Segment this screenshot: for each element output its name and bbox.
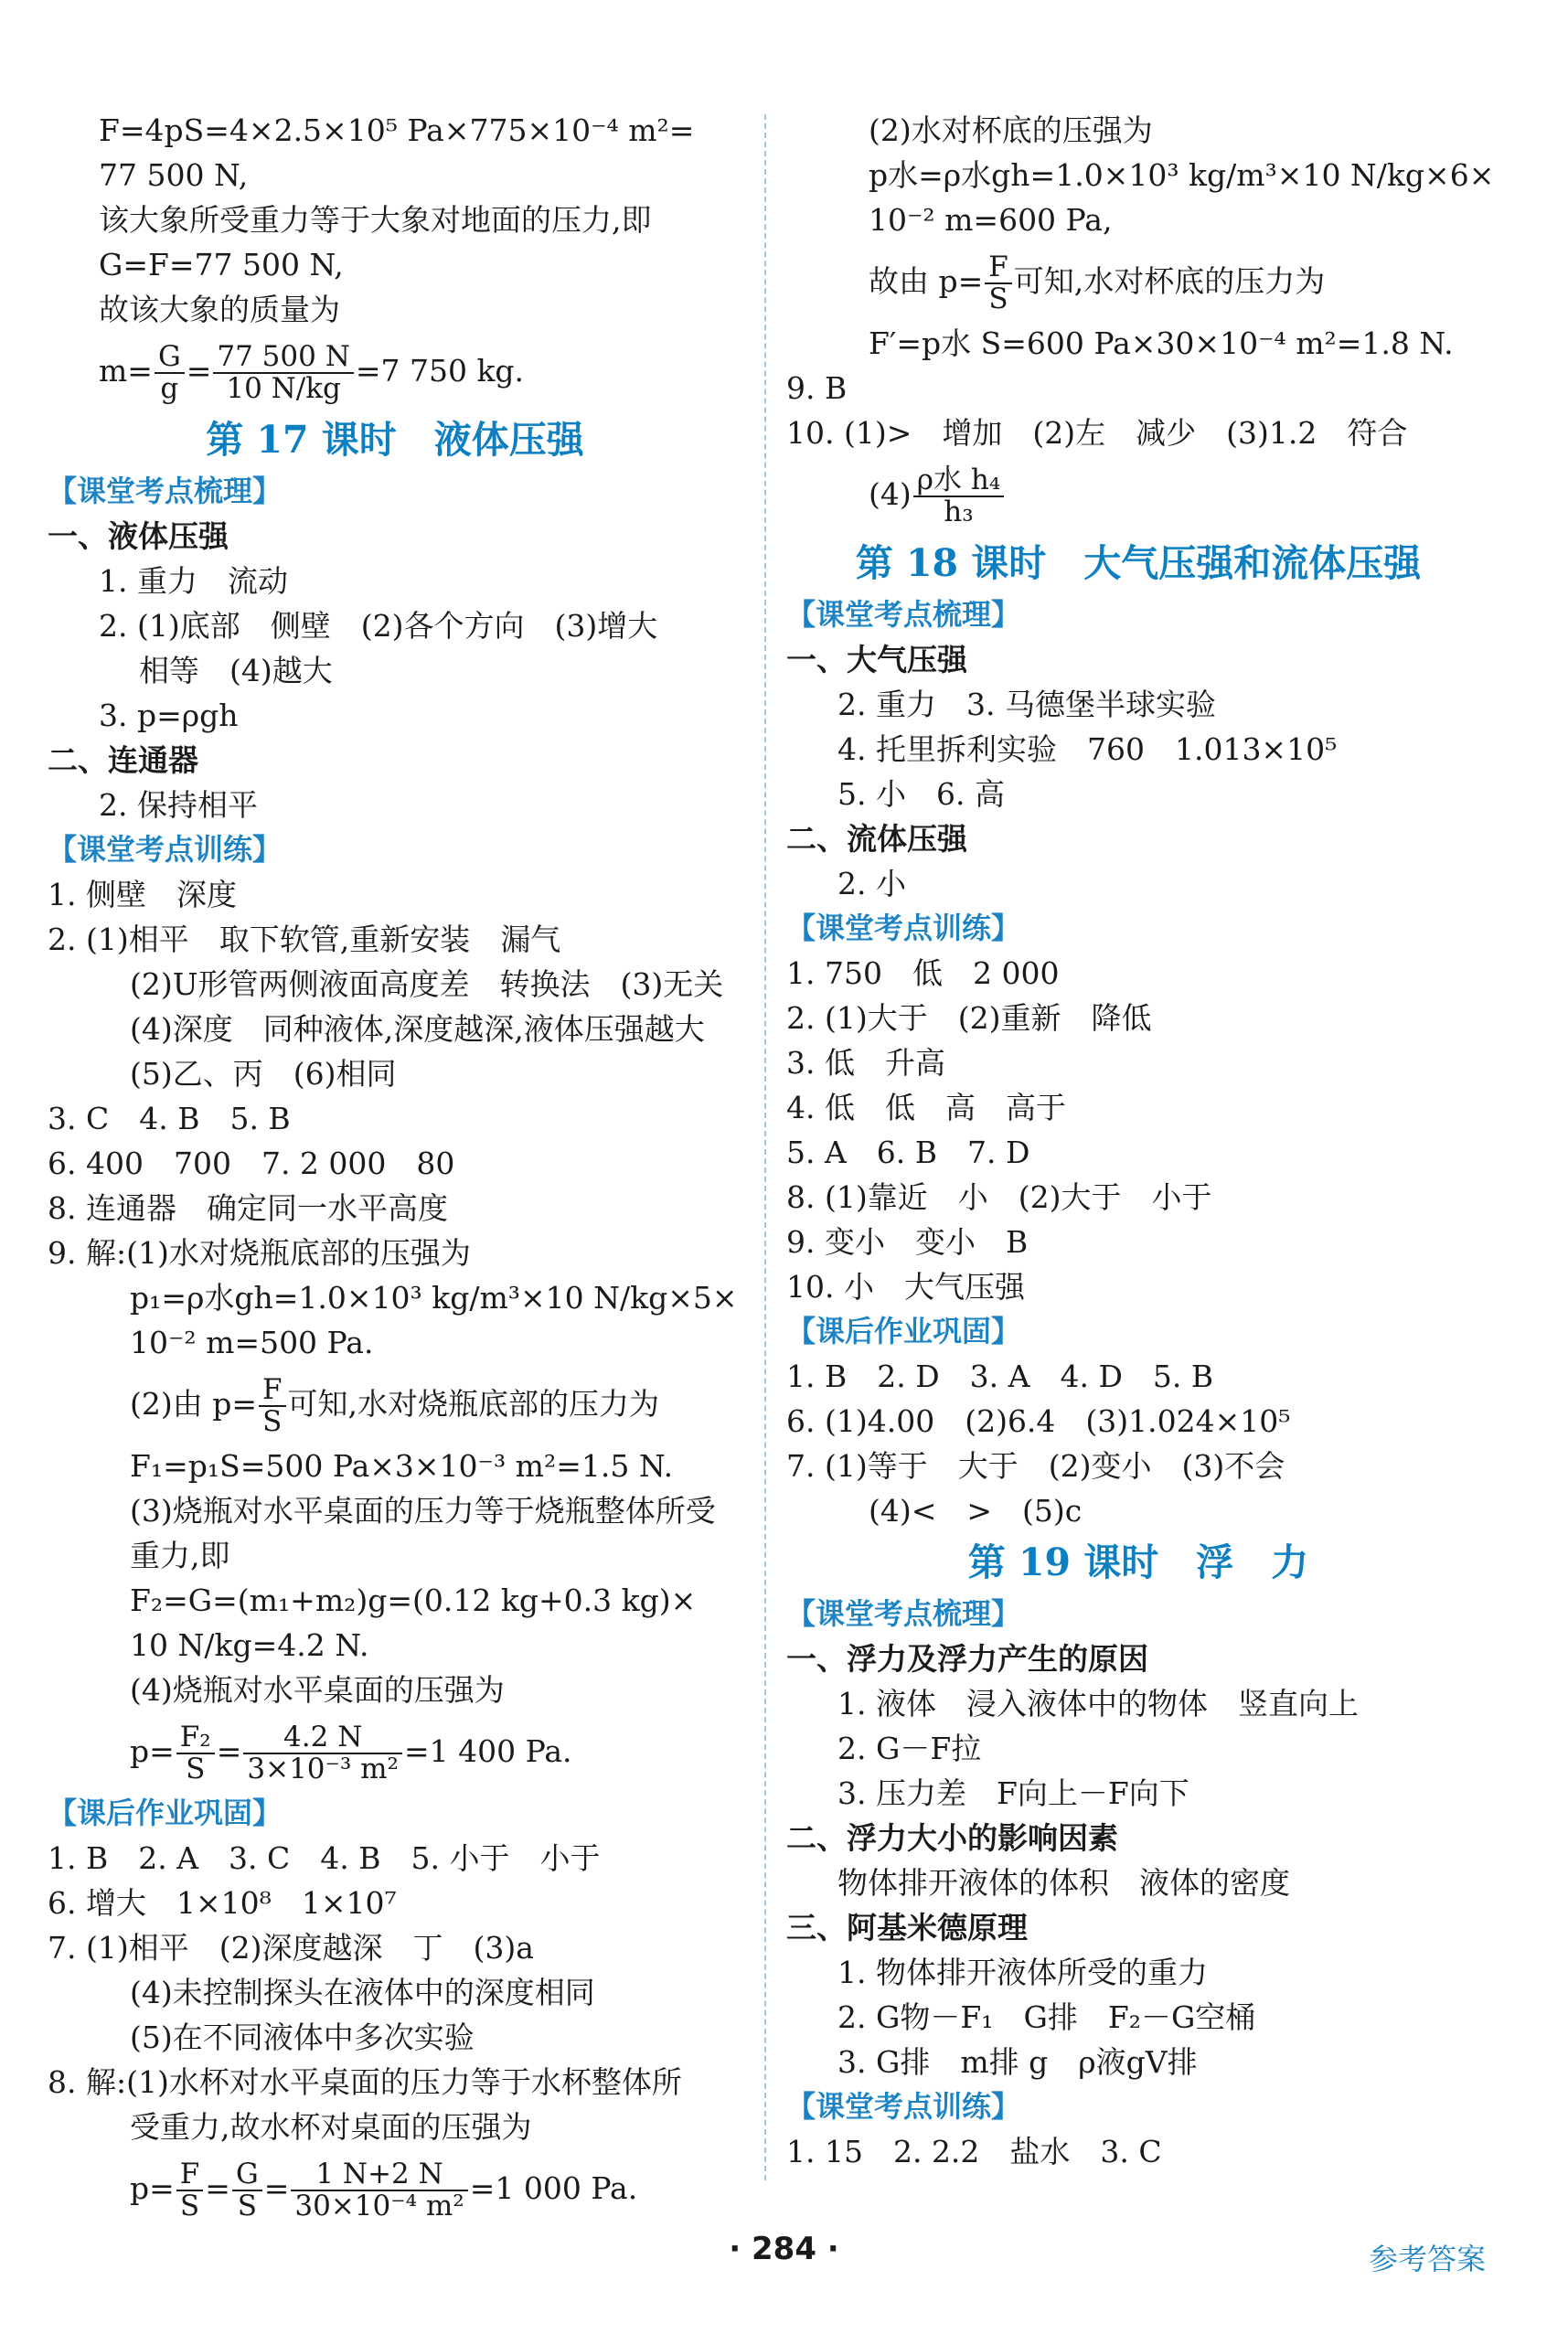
fraction: $\frac{G}{g}$: [155, 342, 185, 403]
lesson-title: 第 18 课时 大气压强和流体压强: [855, 541, 1422, 585]
answer-line: 8. 连通器 确定同一水平高度: [48, 1190, 448, 1226]
subheading: 三、阿基米德原理: [786, 1910, 1028, 1945]
answer-line: 2. 小: [837, 866, 906, 901]
answer-line: F₁=p₁S=500 Pa×3×10⁻³ m²=1.5 N.: [130, 1448, 674, 1484]
formula-line: m= $\frac{G}{g}$ = $\frac{77 500 N}{10 N/kg}$ =7 750 kg.: [99, 340, 525, 405]
answer-line: 1. B 2. D 3. A 4. D 5. B: [786, 1359, 1214, 1394]
answer-line: 3. G排 m排 g ρ液gV排: [837, 2044, 1198, 2080]
answer-line: 1. 15 2. 2.2 盐水 3. C: [786, 2134, 1162, 2169]
text-line: 77 500 N,: [99, 157, 249, 193]
answer-line: F′=p水 S=600 Pa×30×10⁻⁴ m²=1.8 N.: [869, 325, 1454, 361]
formula-text: =7 750 kg.: [355, 353, 525, 389]
answer-line: 10. 小 大气压强: [786, 1269, 1025, 1305]
formula-line: (2)由 p= $\frac{F}{S}$ 可知,水对烧瓶底部的压力为: [130, 1373, 660, 1438]
answer-line: (5)在不同液体中多次实验: [130, 2020, 475, 2055]
answer-line: 1. 液体 浸入液体中的物体 竖直向上: [837, 1686, 1359, 1721]
answer-line: 1. B 2. A 3. C 4. B 5. 小于 小于: [48, 1840, 601, 1876]
formula-text: m=: [99, 353, 153, 389]
formula-line: p= $\frac{F}{S}$ = $\frac{G}{S}$ = $\frac{1 N+2 N}{\text{30×10⁻⁴ m²}}$ =1 000 Pa.: [130, 2158, 638, 2222]
fraction: $\frac{\text{ρ水 h₄}}{\text{h₃}}$: [913, 465, 1004, 527]
answer-line: 物体排开液体的体积 液体的密度: [837, 1865, 1290, 1901]
answer-line: (2)U形管两侧液面高度差 转换法 (3)无关: [130, 966, 724, 1002]
fraction: $\frac{4.2 N}{\text{3×10⁻³ m²}}$: [243, 1722, 402, 1784]
section-heading: 【课堂考点梳理】: [786, 597, 1021, 632]
answer-line: 5. 小 6. 高: [837, 776, 1005, 812]
answer-line: 3. 低 升高: [786, 1045, 945, 1081]
subheading: 二、流体压强: [786, 821, 967, 857]
answer-line: 1. 物体排开液体所受的重力: [837, 1955, 1208, 1990]
answer-line: (2)水对杯底的压强为: [869, 112, 1153, 148]
answer-line: 9. B: [786, 370, 848, 406]
answer-line: F₂=G=(m₁+m₂)g=(0.12 kg+0.3 kg)×: [130, 1583, 697, 1618]
answer-line: 1. 750 低 2 000: [786, 955, 1060, 991]
text-line: G=F=77 500 N,: [99, 247, 344, 282]
text-line: 该大象所受重力等于大象对地面的压力,即: [99, 202, 652, 238]
answer-line: 6. 增大 1×10⁸ 1×10⁷: [48, 1885, 397, 1921]
footer-label: 参考答案: [1368, 2242, 1486, 2276]
answer-line: (4)深度 同种液体,深度越深,液体压强越大: [130, 1011, 705, 1047]
answer-line: 3. p=ρgh: [99, 698, 239, 733]
answer-line: (5)乙、丙 (6)相同: [130, 1056, 397, 1092]
subheading: 二、浮力大小的影响因素: [786, 1820, 1118, 1856]
answer-line: (3)烧瓶对水平桌面的压力等于烧瓶整体所受: [130, 1493, 716, 1529]
left-column: [48, 108, 742, 2228]
answer-line: 4. 低 低 高 高于: [786, 1090, 1066, 1125]
fraction: $\frac{77 500 N}{10 N/kg}$: [213, 342, 353, 403]
fraction: $\frac{G}{S}$: [232, 2159, 262, 2221]
answer-line: 10. (1)> 增加 (2)左 减少 (3)1.2 符合: [786, 415, 1408, 451]
answer-line: 2. (1)大于 (2)重新 降低: [786, 1000, 1152, 1036]
fraction: $\frac{F}{S}$: [985, 252, 1012, 314]
answer-line: 10⁻² m=500 Pa.: [130, 1325, 374, 1360]
text-line: F=4pS=4×2.5×10⁵ Pa×775×10⁻⁴ m²=: [99, 112, 695, 148]
answer-line: 2. G物－F₁ G排 F₂－G空桶: [837, 1999, 1256, 2035]
answer-line: 1. 重力 流动: [99, 563, 288, 599]
section-heading: 【课堂考点梳理】: [786, 1596, 1021, 1631]
answer-line: 1. 侧壁 深度: [48, 877, 237, 912]
formula-line: p= $\frac{\text{F₂}}{S}$ = $\frac{4.2 N}{\text{3×10⁻³ m²}}$ =1 400 Pa.: [130, 1721, 572, 1785]
lesson-title: 第 19 课时 浮 力: [967, 1540, 1309, 1584]
answer-line: 4. 托里拆利实验 760 1.013×10⁵: [837, 731, 1338, 767]
subheading: 一、液体压强: [48, 518, 229, 554]
subheading: 一、大气压强: [786, 642, 967, 677]
subheading: 一、浮力及浮力产生的原因: [786, 1641, 1148, 1677]
answer-line: 2. 保持相平: [99, 787, 258, 823]
fraction: $\frac{F}{S}$: [259, 1375, 286, 1436]
section-heading: 【课后作业巩固】: [48, 1796, 283, 1830]
answer-line: (4)未控制探头在液体中的深度相同: [130, 1975, 595, 2010]
answer-line: p₁=ρ水gh=1.0×10³ kg/m³×10 N/kg×5×: [130, 1280, 738, 1316]
fraction: $\frac{F}{S}$: [176, 2159, 204, 2221]
section-heading: 【课堂考点训练】: [786, 911, 1021, 945]
section-heading: 【课堂考点训练】: [786, 2089, 1021, 2124]
answer-line: 2. 重力 3. 马德堡半球实验: [837, 687, 1216, 722]
answer-line: 8. 解:(1)水杯对水平桌面的压力等于水杯整体所: [48, 2064, 682, 2100]
section-heading: 【课后作业巩固】: [786, 1314, 1021, 1348]
right-column: [786, 108, 1495, 2174]
answer-line: 重力,即: [130, 1538, 230, 1573]
answer-line: 7. (1)相平 (2)深度越深 丁 (3)a: [48, 1930, 534, 1966]
answer-line: 5. A 6. B 7. D: [786, 1135, 1030, 1170]
section-heading: 【课堂考点训练】: [48, 832, 283, 867]
answer-line: 2. (1)底部 侧壁 (2)各个方向 (3)增大: [99, 608, 658, 644]
answer-line: 3. 压力差 F向上－F向下: [837, 1775, 1189, 1811]
fraction: $\frac{\text{F₂}}{S}$: [176, 1722, 215, 1784]
answer-line: 10 N/kg=4.2 N.: [130, 1627, 369, 1663]
fraction: $\frac{1 N+2 N}{\text{30×10⁻⁴ m²}}$: [291, 2159, 467, 2221]
answer-line: 6. (1)4.00 (2)6.4 (3)1.024×10⁵: [786, 1403, 1291, 1439]
answer-line: 8. (1)靠近 小 (2)大于 小于: [786, 1179, 1212, 1215]
answer-line: 受重力,故水杯对桌面的压强为: [130, 2109, 532, 2145]
answer-line: 9. 变小 变小 B: [786, 1224, 1029, 1260]
answer-line: 9. 解:(1)水对烧瓶底部的压强为: [48, 1235, 471, 1271]
answer-line: p水=ρ水gh=1.0×10³ kg/m³×10 N/kg×6×: [869, 157, 1495, 193]
answer-line: (4)< > (5)c: [869, 1493, 1083, 1529]
answer-line: 2. G－F拉: [837, 1731, 982, 1766]
answer-line: 10⁻² m=600 Pa,: [869, 202, 1113, 238]
page-number: · 284 ·: [729, 2231, 839, 2267]
answer-line: 2. (1)相平 取下软管,重新安装 漏气: [48, 922, 561, 957]
formula-line: 故由 p= $\frac{F}{S}$ 可知,水对杯底的压力为: [869, 250, 1326, 315]
answer-line: 7. (1)等于 大于 (2)变小 (3)不会: [786, 1448, 1285, 1484]
text-line: 故该大象的质量为: [99, 292, 340, 327]
answer-line: (4)烧瓶对水平桌面的压强为: [130, 1672, 505, 1708]
column-divider: [764, 114, 766, 2180]
answer-line: 相等 (4)越大: [139, 653, 333, 688]
subheading: 二、连通器: [48, 742, 198, 778]
section-heading: 【课堂考点梳理】: [48, 474, 283, 508]
lesson-title: 第 17 课时 液体压强: [206, 418, 584, 462]
formula-line: (4) $\frac{\text{ρ水 h₄}}{\text{h₃}}$: [786, 455, 1490, 534]
answer-line: 6. 400 700 7. 2 000 80: [48, 1146, 455, 1181]
answer-line: 3. C 4. B 5. B: [48, 1101, 291, 1136]
